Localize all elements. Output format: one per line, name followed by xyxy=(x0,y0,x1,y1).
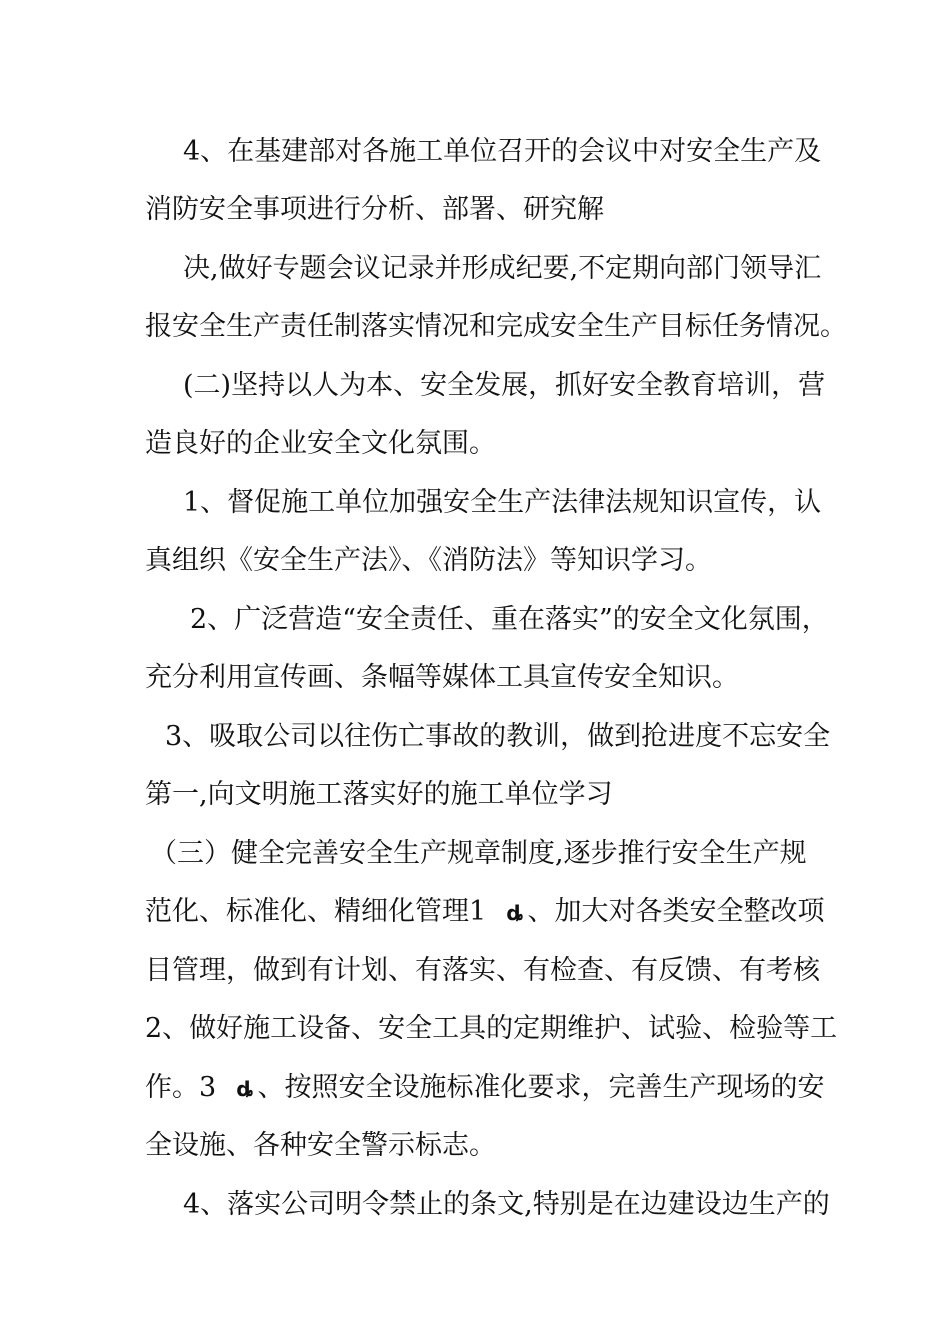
text-line: 目管理，做到有计划、有落实、有检查、有反馈、有考核 xyxy=(145,955,820,986)
text-line: 决,做好专题会议记录并形成纪要,不定期向部门领导汇 xyxy=(183,253,822,284)
text-line xyxy=(145,890,824,934)
text-line: 消防安全事项进行分析、部署、研究解 xyxy=(145,194,604,225)
text-segment: 、按照安全设施标准化要求，完善生产现场的安 xyxy=(257,1072,825,1103)
text-line: 2、广泛营造“安全责任、重在落实”的安全文化氛围， xyxy=(190,604,829,635)
text-line: 第一,向文明施工落实好的施工单位学习 xyxy=(145,779,613,810)
bullet-glyph-icon: ȡ xyxy=(236,1077,254,1101)
text-line: 4、在基建部对各施工单位召开的会议中对安全生产及 xyxy=(183,136,822,167)
text-line: （三）健全完善安全生产规章制度,逐步推行安全生产规 xyxy=(150,838,807,869)
text-line: 充分利用宣传画、条幅等媒体工具宣传安全知识。 xyxy=(145,662,739,693)
text-line: 1、督促施工单位加强安全生产法律法规知识宣传，认 xyxy=(183,487,822,518)
text-line: (二)坚持以人为本、安全发展，抓好安全教育培训，营 xyxy=(183,370,826,401)
text-segment: 作。3 xyxy=(145,1072,217,1103)
text-line: 真组织《安全生产法》、《消防法》等知识学习。 xyxy=(145,545,712,576)
text-line: 报安全生产责任制落实情况和完成安全生产目标任务情况。 xyxy=(145,311,847,342)
text-line: 3、吸取公司以往伤亡事故的教训，做到抢进度不忘安全 xyxy=(165,721,831,752)
bullet-glyph-icon: ȡ xyxy=(506,901,524,925)
text-segment: 范化、标准化、精细化管理1 xyxy=(145,896,487,927)
text-line xyxy=(145,1066,824,1110)
text-line: 4、落实公司明令禁止的条文,特别是在边建设边生产的 xyxy=(183,1189,830,1220)
text-line: 2、做好施工设备、安全工具的定期维护、试验、检验等工 xyxy=(145,1013,838,1044)
text-line: 全设施、各种安全警示标志。 xyxy=(145,1130,496,1161)
text-segment: 、加大对各类安全整改项 xyxy=(527,896,825,927)
text-line: 造良好的企业安全文化氛围。 xyxy=(145,428,496,459)
